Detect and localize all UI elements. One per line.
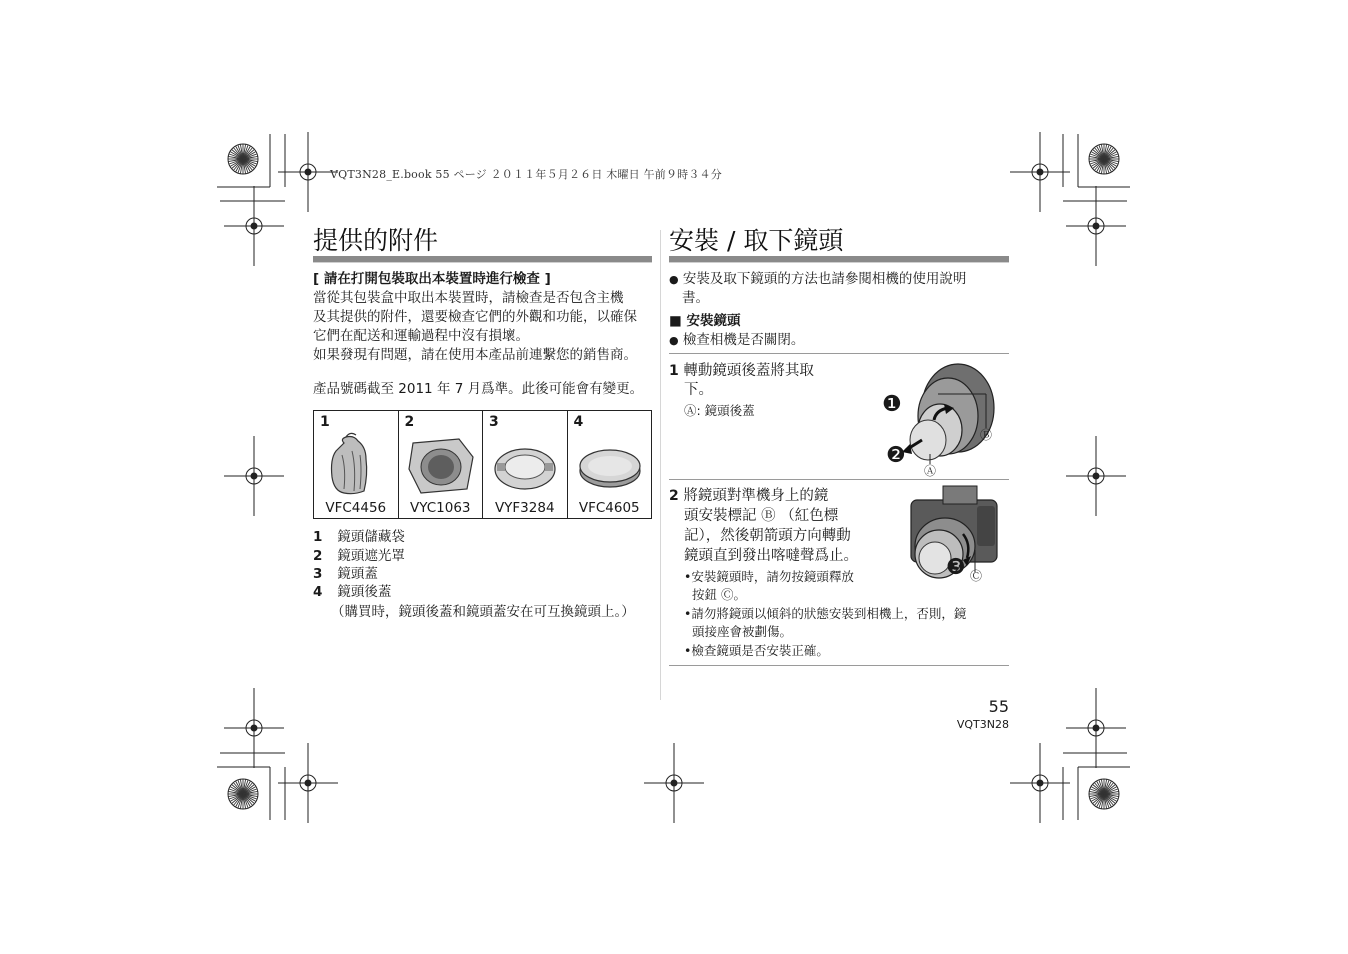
step2-line: 鏡頭直到發出喀噠聲爲止。 xyxy=(684,548,858,564)
step2-text: 將鏡頭對準機身上的鏡 xyxy=(683,488,829,504)
accessory-cell xyxy=(314,411,399,519)
legend-item xyxy=(313,583,391,602)
registration-crosshair-icon xyxy=(278,743,338,823)
accessory-code: VYF3284 xyxy=(494,500,555,516)
legend-label: 鏡頭遮光罩 xyxy=(337,548,405,564)
accessory-code: VYC1063 xyxy=(409,500,471,516)
section-bullet-text: 檢查相機是否關閉。 xyxy=(682,332,805,348)
step2-bullet: •檢查鏡頭是否安裝正確。 xyxy=(684,643,829,658)
notice-line: 當從其包裝盒中取出本裝置時，請檢查是否包含主機 xyxy=(313,290,624,306)
registration-sunburst-icon xyxy=(228,779,258,809)
step2-line xyxy=(669,487,828,506)
step2-bullet-cont: 頭接座會被劃傷。 xyxy=(692,624,793,639)
left-title-rule xyxy=(313,256,652,263)
lens-storage-bag-icon xyxy=(314,429,398,499)
legend-number: 4 xyxy=(313,584,323,600)
lens-hood-icon xyxy=(399,429,483,499)
accessory-number: 3 xyxy=(489,414,499,430)
accessory-number: 1 xyxy=(320,414,330,430)
bullet-icon: ● xyxy=(669,334,679,347)
callout-3: ❸ xyxy=(946,555,966,580)
notice-heading: [ 請在打開包裝取出本裝置時進行檢查 ] xyxy=(313,271,551,287)
accessory-table xyxy=(313,410,652,519)
legend-number: 2 xyxy=(313,548,323,564)
legend-item xyxy=(313,528,405,547)
step1-line xyxy=(669,362,814,381)
step1-line: 下。 xyxy=(684,382,713,398)
callout-2: ❷ xyxy=(886,443,906,468)
registration-crosshair-icon xyxy=(644,743,704,823)
step2-bullet-cont: 按鈕 Ⓒ。 xyxy=(692,587,746,602)
right-title-rule xyxy=(669,256,1009,263)
accessory-number: 2 xyxy=(404,414,415,430)
right-page-title: 安裝 / 取下鏡頭 xyxy=(669,226,844,255)
notice-line: 如果發現有問題，請在使用本產品前連繫您的銷售商。 xyxy=(313,347,637,363)
registration-crosshair-icon xyxy=(1066,436,1126,516)
step-divider xyxy=(669,479,1009,480)
section-heading: ■ 安裝鏡頭 xyxy=(669,313,741,329)
legend-item xyxy=(313,547,405,566)
step1-note: Ⓐ: 鏡頭後蓋 xyxy=(684,403,755,418)
registration-crosshair-icon xyxy=(224,688,284,768)
step2-line: 記），然後朝箭頭方向轉動 xyxy=(684,528,851,544)
step1-text: 轉動鏡頭後蓋將其取 xyxy=(683,363,814,379)
registration-crosshair-icon xyxy=(278,132,338,212)
registration-crosshair-icon xyxy=(224,436,284,516)
product-number-note: 產品號碼截至 2011 年 7 月爲準。此後可能會有變更。 xyxy=(313,381,644,397)
left-page-title: 提供的附件 xyxy=(313,226,439,255)
intro-bullet xyxy=(669,270,966,289)
legend-label: 鏡頭後蓋 xyxy=(337,584,392,600)
notice-line: 及其提供的附件，還要檢查它們的外觀和功能，以確保 xyxy=(313,309,637,325)
column-divider xyxy=(660,230,661,700)
accessory-cell xyxy=(567,411,652,519)
section-bullet xyxy=(669,331,804,350)
label-a: Ⓐ xyxy=(924,464,937,478)
bullet-icon: ● xyxy=(669,273,679,286)
registration-crosshair-icon xyxy=(1010,743,1070,823)
accessory-code: VFC4605 xyxy=(578,500,640,516)
legend-label: 鏡頭蓋 xyxy=(337,566,378,582)
lens-cap-icon xyxy=(483,429,567,499)
legend-label: 鏡頭儲藏袋 xyxy=(337,529,405,545)
step-number: 1 xyxy=(669,363,679,379)
step2-bullet: •請勿將鏡頭以傾斜的狀態安裝到相機上，否則，鏡 xyxy=(684,606,967,621)
accessory-cell xyxy=(483,411,568,519)
legend-note: （購買時，鏡頭後蓋和鏡頭蓋安在可互換鏡頭上。） xyxy=(331,604,635,620)
registration-crosshair-icon xyxy=(1066,688,1126,768)
step2-bullet: •安裝鏡頭時，請勿按鏡頭釋放 xyxy=(684,569,854,584)
registration-sunburst-icon xyxy=(1089,779,1119,809)
registration-sunburst-icon xyxy=(1089,144,1119,174)
doc-code: VQT3N28 xyxy=(956,718,1009,731)
legend-number: 3 xyxy=(313,566,323,582)
page-number: 55 xyxy=(988,697,1009,716)
step-divider xyxy=(669,353,1009,354)
label-b: Ⓑ xyxy=(980,428,993,442)
bottom-divider xyxy=(669,665,1009,666)
intro-text: 安裝及取下鏡頭的方法也請參閱相機的使用說明 xyxy=(682,271,967,287)
step-number: 2 xyxy=(669,488,679,504)
accessory-number: 4 xyxy=(573,414,584,430)
step2-line: 頭安裝標記 Ⓑ （紅色標 xyxy=(684,508,839,524)
accessory-cell xyxy=(398,411,483,519)
callout-1: ❶ xyxy=(882,392,902,417)
legend-item xyxy=(313,565,378,584)
label-c: Ⓒ xyxy=(970,569,983,583)
registration-crosshair-icon xyxy=(1066,186,1126,266)
registration-crosshair-icon xyxy=(1010,132,1070,212)
accessory-code: VFC4456 xyxy=(325,500,387,516)
registration-crosshair-icon xyxy=(224,186,284,266)
file-info-header: VQT3N28_E.book 55 ページ ２０１１年５月２６日 木曜日 午前９時３４分 xyxy=(330,168,722,181)
intro-bullet-cont: 書。 xyxy=(682,290,709,306)
legend-number: 1 xyxy=(313,529,323,545)
registration-sunburst-icon xyxy=(228,144,258,174)
notice-line: 它們在配送和運輸過程中沒有損壞。 xyxy=(313,328,529,344)
lens-rear-cap-icon xyxy=(568,429,652,499)
